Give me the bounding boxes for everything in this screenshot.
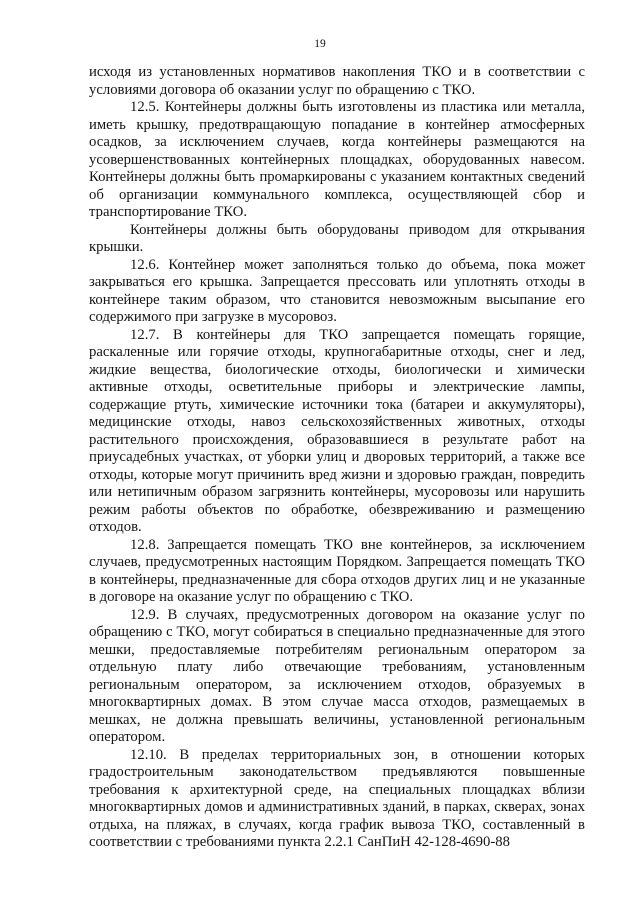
paragraph-12-7: 12.7. В контейнеры для ТКО запрещается помещать горящие, раскаленные или горячие отходы, крупногабаритные отходы, снег и лед, жидкие вещества, биологические отходы, биологически и химически активные отходы, осветительные приборы и электрические лампы, содержащие ртуть, химические источники тока (батареи и аккумуляторы), медицинские отходы, навоз сельскохозяйственных животных, отходы растительного происхождения, образовавшиеся в результате работ на приусадебных участках, от уборки улиц и дворовых территорий, а также все отходы, которые могут причинить вред жизни и здоровью граждан, повредить или нетипичным образом загрязнить контейнеры, мусоровозы или нарушить режим работы объектов по обработке, обезвреживанию и размещению отходов.: [89, 326, 585, 535]
paragraph-12-5-lid-drive: Контейнеры должны быть оборудованы приводом для открывания крышки.: [89, 221, 585, 255]
paragraph-12-9: 12.9. В случаях, предусмотренных договором на оказание услуг по обращению с ТКО, могут собираться в специально предназначенные для этого мешки, предоставляемые потребителям региональным оператором за отдельную плату либо отвечающие требованиям, установленным региональным оператором, за исключением отходов, образуемых в многоквартирных домах. В этом случае масса отходов, размещаемых в мешках, не должна превышать величины, установленной региональным оператором.: [89, 606, 585, 745]
paragraph-12-5: 12.5. Контейнеры должны быть изготовлены из пластика или металла, иметь крышку, предотвращающую попадание в контейнер атмосферных осадков, за исключением случаев, когда контейнеры размещаются на усовершенствованных контейнерных площадках, оборудованных навесом. Контейнеры должны быть промаркированы с указанием контактных сведений об организации коммунального комплекса, осуществляющей сбор и транспортирование ТКО.: [89, 99, 585, 220]
paragraph-12-10: 12.10. В пределах территориальных зон, в отношении которых градостроительным законодательством предъявляются повышенные требования к архитектурной среде, на специальных площадках вблизи многоквартирных домов и административных зданий, в парках, скверах, зонах отдыха, на пляжах, в случаях, когда график вывоза ТКО, составленный в соответствии с требованиями пункта 2.2.1 СанПиН 42-128-4690-88: [89, 746, 585, 850]
page-number: 19: [314, 38, 326, 50]
paragraph-12-6: 12.6. Контейнер может заполняться только до объема, пока может закрываться его крышка. Запрещается прессовать или уплотнять отходы в контейнере таким образом, что становится невозможным высыпание его содержимого при загрузке в мусоровоз.: [89, 256, 585, 325]
document-body: [89, 64, 585, 852]
paragraph-continuation: исходя из установленных нормативов накопления ТКО и в соответствии с условиями договора об оказании услуг по обращению с ТКО.: [89, 64, 585, 98]
paragraph-12-8: 12.8. Запрещается помещать ТКО вне контейнеров, за исключением случаев, предусмотренных настоящим Порядком. Запрещается помещать ТКО в контейнеры, предназначенные для сбора отходов других лиц и не указанные в договоре на оказание услуг по обращению с ТКО.: [89, 536, 585, 605]
